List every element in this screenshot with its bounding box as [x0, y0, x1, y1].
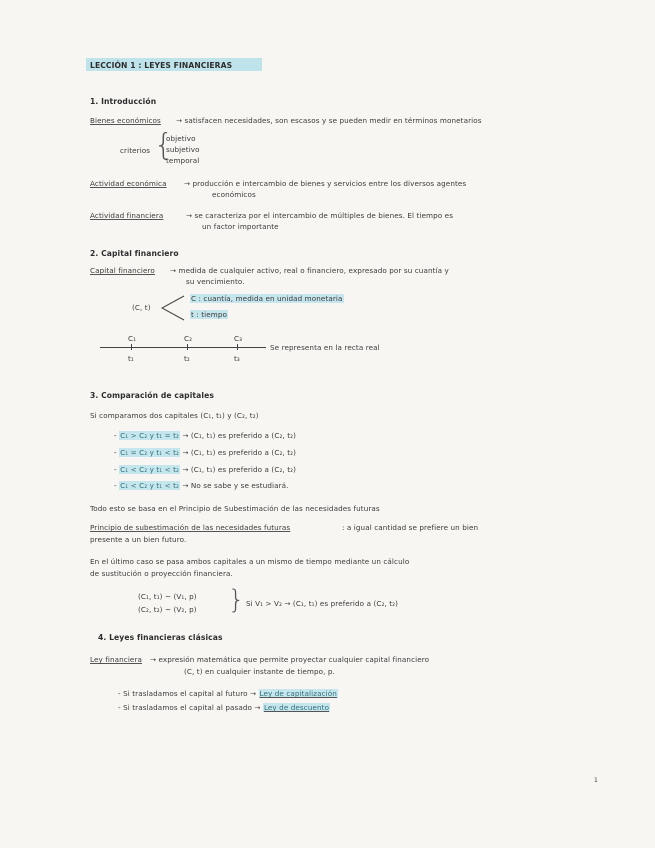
axis-tick — [237, 344, 238, 350]
actividad-fin-label: Actividad financiera — [90, 211, 164, 220]
section-4-heading: 4. Leyes financieras clásicas — [98, 633, 223, 642]
bienes-label: Bienes económicos — [90, 116, 161, 125]
bienes-text: → satisfacen necesidades, son escasos y se pueden medir en términos monetarios — [176, 116, 482, 125]
page-title: LECCIÓN 1 : LEYES FINANCIERAS — [90, 61, 233, 70]
t-label: t₃ — [234, 354, 240, 363]
comparison-intro: Si comparamos dos capitales (C₁, t₁) y (C₂, t₂) — [90, 411, 259, 420]
split-bracket-icon — [158, 293, 188, 323]
ley-bullet: - Si trasladamos el capital al pasado → Ley de descuento — [118, 703, 330, 712]
c-label: C₃ — [234, 334, 243, 343]
close-brace-icon: } — [228, 585, 245, 615]
ultimo-caso: En el último caso se pasa ambos capitales a un mismo de tiempo mediante un cálculo — [90, 557, 410, 566]
axis-tick — [187, 344, 188, 350]
t-label: t₂ — [184, 354, 190, 363]
comparison-row: - C₁ = C₂ y t₁ < t₂ → (C₁, t₁) es preferido a (C₂, t₂) — [114, 448, 297, 457]
t-label: t₁ — [128, 354, 134, 363]
ultimo-caso-2: de sustitución o proyección financiera. — [90, 569, 233, 578]
actividad-eco-text2: económicos — [212, 190, 256, 199]
time-axis — [100, 347, 266, 348]
principio-label: Principio de subestimación de las necesidades futuras — [90, 523, 291, 532]
actividad-eco-text: → producción e intercambio de bienes y servicios entre los diversos agentes — [184, 179, 467, 188]
page-number: 1 — [594, 777, 598, 784]
principio-text: : a igual cantidad se prefiere un bien — [342, 523, 479, 532]
capital-text2: su vencimiento. — [186, 277, 245, 286]
ley-text2: (C, t) en cualquier instante de tiempo, p. — [184, 667, 335, 676]
section-1-heading: 1. Introducción — [90, 97, 157, 106]
criterio-item: temporal — [166, 156, 200, 165]
actividad-eco-label: Actividad económica — [90, 179, 167, 188]
capital-pair: (C, t) — [132, 303, 151, 312]
criterio-item: subjetivo — [166, 145, 200, 154]
axis-tick — [131, 344, 132, 350]
criterios-label: criterios — [120, 146, 151, 155]
ley-text: → expresión matemática que permite proyectar cualquier capital financiero — [150, 655, 430, 664]
ley-label: Ley financiera — [90, 655, 143, 664]
line-note: Se representa en la recta real — [270, 343, 380, 352]
equivalence-1: (C₁, t₁) ~ (V₁, p) — [138, 592, 197, 601]
actividad-fin-text2: un factor importante — [202, 222, 279, 231]
c-label: C₁ — [128, 334, 137, 343]
criterio-item: objetivo — [166, 134, 196, 143]
equivalence-2: (C₂, t₂) ~ (V₂, p) — [138, 605, 197, 614]
capital-label: Capital financiero — [90, 266, 155, 275]
ley-bullet: - Si trasladamos el capital al futuro → Ley de capitalización — [118, 689, 337, 698]
equivalence-result: Si V₁ > V₂ → (C₁, t₁) es preferido a (C₂, t₂) — [246, 599, 399, 608]
principio-intro: Todo esto se basa en el Principio de Subestimación de las necesidades futuras — [90, 504, 380, 513]
comparison-row: - C₁ < C₂ y t₁ < t₂ → No se sabe y se estudiará. — [114, 481, 289, 490]
principio-text2: presente a un bien futuro. — [90, 535, 187, 544]
capital-text: → medida de cualquier activo, real o financiero, expresado por su cuantía y — [170, 266, 449, 275]
t-definition: t : tiempo — [191, 310, 228, 319]
comparison-row: - C₁ < C₂ y t₁ < t₂ → (C₁, t₁) es preferido a (C₂, t₂) — [114, 465, 297, 474]
actividad-fin-text: → se caracteriza por el intercambio de múltiples de bienes. El tiempo es — [186, 211, 454, 220]
brace-icon: { — [154, 128, 174, 163]
comparison-row: - C₁ > C₂ y t₁ = t₂ → (C₁, t₁) es preferido a (C₂, t₂) — [114, 431, 297, 440]
section-3-heading: 3. Comparación de capitales — [90, 391, 214, 400]
c-definition: C : cuantía, medida en unidad monetaria — [191, 294, 343, 303]
c-label: C₂ — [184, 334, 193, 343]
section-2-heading: 2. Capital financiero — [90, 249, 179, 258]
